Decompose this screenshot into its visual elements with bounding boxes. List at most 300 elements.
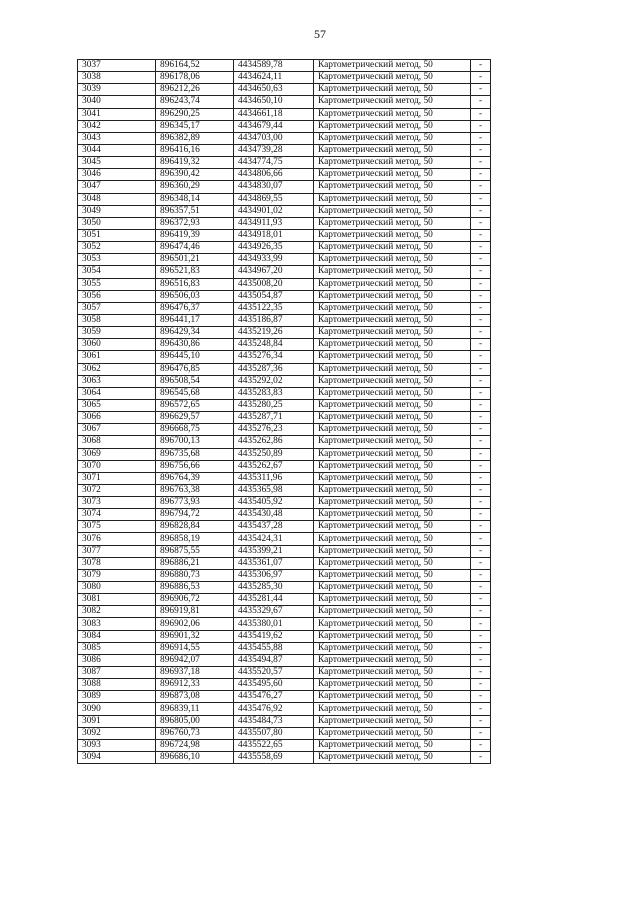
table-row: [78, 387, 491, 399]
table-row: [78, 363, 491, 375]
x-coordinate-cell: 896873,08: [156, 691, 234, 703]
method-cell: Картометрический метод, 50: [314, 448, 471, 460]
method-cell: Картометрический метод, 50: [314, 363, 471, 375]
point-number-cell: 3043: [78, 132, 156, 144]
x-coordinate-cell: 896474,46: [156, 242, 234, 254]
description-cell: -: [471, 120, 491, 132]
method-cell: Картометрический метод, 50: [314, 254, 471, 266]
y-coordinate-cell: 4434806,66: [234, 169, 314, 181]
point-number-cell: 3057: [78, 302, 156, 314]
method-cell: Картометрический метод, 50: [314, 594, 471, 606]
table-row: [78, 266, 491, 278]
description-cell: -: [471, 254, 491, 266]
method-cell: Картометрический метод, 50: [314, 193, 471, 205]
method-cell: Картометрический метод, 50: [314, 582, 471, 594]
method-cell: Картометрический метод, 50: [314, 302, 471, 314]
method-cell: Картометрический метод, 50: [314, 96, 471, 108]
description-cell: -: [471, 484, 491, 496]
point-number-cell: 3084: [78, 630, 156, 642]
description-cell: -: [471, 278, 491, 290]
point-number-cell: 3088: [78, 679, 156, 691]
description-cell: -: [471, 181, 491, 193]
point-number-cell: 3086: [78, 654, 156, 666]
point-number-cell: 3048: [78, 193, 156, 205]
y-coordinate-cell: 4435419,62: [234, 630, 314, 642]
table-row: [78, 327, 491, 339]
point-number-cell: 3083: [78, 618, 156, 630]
y-coordinate-cell: 4435306,97: [234, 569, 314, 581]
table-row: [78, 72, 491, 84]
description-cell: -: [471, 727, 491, 739]
point-number-cell: 3050: [78, 217, 156, 229]
y-coordinate-cell: 4435380,01: [234, 618, 314, 630]
description-cell: -: [471, 472, 491, 484]
x-coordinate-cell: 896516,83: [156, 278, 234, 290]
table-row: [78, 120, 491, 132]
point-number-cell: 3078: [78, 557, 156, 569]
method-cell: Картометрический метод, 50: [314, 727, 471, 739]
table-row: [78, 533, 491, 545]
y-coordinate-cell: 4435186,87: [234, 314, 314, 326]
y-coordinate-cell: 4435558,69: [234, 752, 314, 764]
y-coordinate-cell: 4435520,57: [234, 667, 314, 679]
description-cell: -: [471, 703, 491, 715]
x-coordinate-cell: 896700,13: [156, 436, 234, 448]
y-coordinate-cell: 4435430,48: [234, 509, 314, 521]
table-row: [78, 314, 491, 326]
point-number-cell: 3065: [78, 399, 156, 411]
table-row: [78, 460, 491, 472]
point-number-cell: 3053: [78, 254, 156, 266]
y-coordinate-cell: 4434739,28: [234, 144, 314, 156]
method-cell: Картометрический метод, 50: [314, 169, 471, 181]
method-cell: Картометрический метод, 50: [314, 667, 471, 679]
x-coordinate-cell: 896476,85: [156, 363, 234, 375]
table-row: [78, 278, 491, 290]
method-cell: Картометрический метод, 50: [314, 569, 471, 581]
x-coordinate-cell: 896430,86: [156, 339, 234, 351]
method-cell: Картометрический метод, 50: [314, 484, 471, 496]
y-coordinate-cell: 4435507,80: [234, 727, 314, 739]
x-coordinate-cell: 896572,65: [156, 399, 234, 411]
method-cell: Картометрический метод, 50: [314, 509, 471, 521]
method-cell: Картометрический метод, 50: [314, 60, 471, 72]
description-cell: -: [471, 618, 491, 630]
x-coordinate-cell: 896914,55: [156, 642, 234, 654]
x-coordinate-cell: 896429,34: [156, 327, 234, 339]
y-coordinate-cell: 4434774,75: [234, 157, 314, 169]
method-cell: Картометрический метод, 50: [314, 120, 471, 132]
description-cell: -: [471, 205, 491, 217]
method-cell: Картометрический метод, 50: [314, 181, 471, 193]
description-cell: -: [471, 582, 491, 594]
y-coordinate-cell: 4434926,35: [234, 242, 314, 254]
x-coordinate-cell: 896763,38: [156, 484, 234, 496]
method-cell: Картометрический метод, 50: [314, 375, 471, 387]
x-coordinate-cell: 896756,66: [156, 460, 234, 472]
point-number-cell: 3066: [78, 412, 156, 424]
x-coordinate-cell: 896441,17: [156, 314, 234, 326]
table-row: [78, 84, 491, 96]
x-coordinate-cell: 896828,84: [156, 521, 234, 533]
x-coordinate-cell: 896858,19: [156, 533, 234, 545]
x-coordinate-cell: 896942,07: [156, 654, 234, 666]
point-number-cell: 3081: [78, 594, 156, 606]
point-number-cell: 3056: [78, 290, 156, 302]
y-coordinate-cell: 4435365,98: [234, 484, 314, 496]
y-coordinate-cell: 4435219,26: [234, 327, 314, 339]
method-cell: Картометрический метод, 50: [314, 314, 471, 326]
table-row: [78, 448, 491, 460]
point-number-cell: 3073: [78, 497, 156, 509]
x-coordinate-cell: 896419,32: [156, 157, 234, 169]
y-coordinate-cell: 4435287,36: [234, 363, 314, 375]
description-cell: -: [471, 266, 491, 278]
y-coordinate-cell: 4435484,73: [234, 715, 314, 727]
x-coordinate-cell: 896545,68: [156, 387, 234, 399]
point-number-cell: 3042: [78, 120, 156, 132]
description-cell: -: [471, 715, 491, 727]
description-cell: -: [471, 739, 491, 751]
point-number-cell: 3080: [78, 582, 156, 594]
x-coordinate-cell: 896419,39: [156, 229, 234, 241]
description-cell: -: [471, 569, 491, 581]
table-row: [78, 424, 491, 436]
y-coordinate-cell: 4435476,92: [234, 703, 314, 715]
table-row: [78, 193, 491, 205]
method-cell: Картометрический метод, 50: [314, 351, 471, 363]
table-row: [78, 606, 491, 618]
point-number-cell: 3041: [78, 108, 156, 120]
y-coordinate-cell: 4434933,99: [234, 254, 314, 266]
y-coordinate-cell: 4435311,96: [234, 472, 314, 484]
description-cell: -: [471, 375, 491, 387]
description-cell: -: [471, 351, 491, 363]
method-cell: Картометрический метод, 50: [314, 144, 471, 156]
y-coordinate-cell: 4435276,34: [234, 351, 314, 363]
x-coordinate-cell: 896724,98: [156, 739, 234, 751]
table-row: [78, 351, 491, 363]
method-cell: Картометрический метод, 50: [314, 242, 471, 254]
page-number: 57: [314, 27, 326, 41]
x-coordinate-cell: 896445,10: [156, 351, 234, 363]
y-coordinate-cell: 4434589,78: [234, 60, 314, 72]
point-number-cell: 3087: [78, 667, 156, 679]
method-cell: Картометрический метод, 50: [314, 557, 471, 569]
x-coordinate-cell: 896937,18: [156, 667, 234, 679]
y-coordinate-cell: 4435287,71: [234, 412, 314, 424]
table-row: [78, 739, 491, 751]
y-coordinate-cell: 4435280,25: [234, 399, 314, 411]
y-coordinate-cell: 4435437,28: [234, 521, 314, 533]
y-coordinate-cell: 4435276,23: [234, 424, 314, 436]
x-coordinate-cell: 896372,93: [156, 217, 234, 229]
point-number-cell: 3074: [78, 509, 156, 521]
description-cell: -: [471, 667, 491, 679]
description-cell: -: [471, 387, 491, 399]
description-cell: -: [471, 217, 491, 229]
y-coordinate-cell: 4434869,55: [234, 193, 314, 205]
y-coordinate-cell: 4435008,20: [234, 278, 314, 290]
x-coordinate-cell: 896416,16: [156, 144, 234, 156]
x-coordinate-cell: 896773,93: [156, 497, 234, 509]
method-cell: Картометрический метод, 50: [314, 387, 471, 399]
method-cell: Картометрический метод, 50: [314, 642, 471, 654]
point-number-cell: 3044: [78, 144, 156, 156]
point-number-cell: 3060: [78, 339, 156, 351]
table-row: [78, 727, 491, 739]
point-number-cell: 3055: [78, 278, 156, 290]
table-row: [78, 217, 491, 229]
x-coordinate-cell: 896521,83: [156, 266, 234, 278]
table-row: [78, 582, 491, 594]
table-row: [78, 144, 491, 156]
y-coordinate-cell: 4435494,87: [234, 654, 314, 666]
x-coordinate-cell: 896668,75: [156, 424, 234, 436]
table-row: [78, 642, 491, 654]
table-row: [78, 436, 491, 448]
description-cell: -: [471, 630, 491, 642]
description-cell: -: [471, 108, 491, 120]
description-cell: -: [471, 654, 491, 666]
table-row: [78, 96, 491, 108]
description-cell: -: [471, 533, 491, 545]
x-coordinate-cell: 896345,17: [156, 120, 234, 132]
x-coordinate-cell: 896360,29: [156, 181, 234, 193]
x-coordinate-cell: 896476,37: [156, 302, 234, 314]
y-coordinate-cell: 4435122,35: [234, 302, 314, 314]
description-cell: -: [471, 157, 491, 169]
method-cell: Картометрический метод, 50: [314, 72, 471, 84]
x-coordinate-cell: 896357,51: [156, 205, 234, 217]
table-row: [78, 412, 491, 424]
point-number-cell: 3037: [78, 60, 156, 72]
point-number-cell: 3092: [78, 727, 156, 739]
table-row: [78, 181, 491, 193]
description-cell: -: [471, 229, 491, 241]
y-coordinate-cell: 4434650,63: [234, 84, 314, 96]
method-cell: Картометрический метод, 50: [314, 399, 471, 411]
y-coordinate-cell: 4435285,30: [234, 582, 314, 594]
table-row: [78, 339, 491, 351]
x-coordinate-cell: 896508,54: [156, 375, 234, 387]
y-coordinate-cell: 4434967,20: [234, 266, 314, 278]
description-cell: -: [471, 169, 491, 181]
table-row: [78, 157, 491, 169]
x-coordinate-cell: 896912,33: [156, 679, 234, 691]
table-row: [78, 302, 491, 314]
coordinates-table: [77, 59, 491, 764]
point-number-cell: 3079: [78, 569, 156, 581]
point-number-cell: 3063: [78, 375, 156, 387]
y-coordinate-cell: 4435329,67: [234, 606, 314, 618]
x-coordinate-cell: 896902,06: [156, 618, 234, 630]
y-coordinate-cell: 4435361,07: [234, 557, 314, 569]
method-cell: Картометрический метод, 50: [314, 266, 471, 278]
table-row: [78, 484, 491, 496]
method-cell: Картометрический метод, 50: [314, 157, 471, 169]
y-coordinate-cell: 4434624,11: [234, 72, 314, 84]
method-cell: Картометрический метод, 50: [314, 460, 471, 472]
y-coordinate-cell: 4434911,93: [234, 217, 314, 229]
x-coordinate-cell: 896886,53: [156, 582, 234, 594]
x-coordinate-cell: 896805,00: [156, 715, 234, 727]
point-number-cell: 3058: [78, 314, 156, 326]
method-cell: Картометрический метод, 50: [314, 691, 471, 703]
point-number-cell: 3075: [78, 521, 156, 533]
table-row: [78, 229, 491, 241]
x-coordinate-cell: 896212,26: [156, 84, 234, 96]
description-cell: -: [471, 84, 491, 96]
point-number-cell: 3049: [78, 205, 156, 217]
description-cell: -: [471, 642, 491, 654]
method-cell: Картометрический метод, 50: [314, 606, 471, 618]
table-row: [78, 242, 491, 254]
method-cell: Картометрический метод, 50: [314, 703, 471, 715]
table-row: [78, 497, 491, 509]
x-coordinate-cell: 896686,10: [156, 752, 234, 764]
description-cell: -: [471, 132, 491, 144]
y-coordinate-cell: 4435262,86: [234, 436, 314, 448]
point-number-cell: 3082: [78, 606, 156, 618]
table-row: [78, 509, 491, 521]
point-number-cell: 3094: [78, 752, 156, 764]
y-coordinate-cell: 4434918,01: [234, 229, 314, 241]
x-coordinate-cell: 896629,57: [156, 412, 234, 424]
method-cell: Картометрический метод, 50: [314, 715, 471, 727]
point-number-cell: 3069: [78, 448, 156, 460]
table-row: [78, 715, 491, 727]
point-number-cell: 3046: [78, 169, 156, 181]
x-coordinate-cell: 896875,55: [156, 545, 234, 557]
method-cell: Картометрический метод, 50: [314, 521, 471, 533]
method-cell: Картометрический метод, 50: [314, 752, 471, 764]
table-row: [78, 60, 491, 72]
y-coordinate-cell: 4435424,31: [234, 533, 314, 545]
point-number-cell: 3093: [78, 739, 156, 751]
description-cell: -: [471, 521, 491, 533]
x-coordinate-cell: 896901,32: [156, 630, 234, 642]
point-number-cell: 3052: [78, 242, 156, 254]
method-cell: Картометрический метод, 50: [314, 108, 471, 120]
description-cell: -: [471, 436, 491, 448]
description-cell: -: [471, 363, 491, 375]
point-number-cell: 3064: [78, 387, 156, 399]
point-number-cell: 3062: [78, 363, 156, 375]
x-coordinate-cell: 896886,21: [156, 557, 234, 569]
point-number-cell: 3054: [78, 266, 156, 278]
description-cell: -: [471, 302, 491, 314]
description-cell: -: [471, 327, 491, 339]
method-cell: Картометрический метод, 50: [314, 739, 471, 751]
description-cell: -: [471, 691, 491, 703]
y-coordinate-cell: 4434661,18: [234, 108, 314, 120]
method-cell: Картометрический метод, 50: [314, 436, 471, 448]
point-number-cell: 3068: [78, 436, 156, 448]
description-cell: -: [471, 424, 491, 436]
description-cell: -: [471, 545, 491, 557]
y-coordinate-cell: 4435283,83: [234, 387, 314, 399]
point-number-cell: 3090: [78, 703, 156, 715]
description-cell: -: [471, 606, 491, 618]
description-cell: -: [471, 399, 491, 411]
x-coordinate-cell: 896919,81: [156, 606, 234, 618]
point-number-cell: 3040: [78, 96, 156, 108]
table-row: [78, 618, 491, 630]
point-number-cell: 3038: [78, 72, 156, 84]
description-cell: -: [471, 193, 491, 205]
description-cell: -: [471, 60, 491, 72]
x-coordinate-cell: 896760,73: [156, 727, 234, 739]
x-coordinate-cell: 896290,25: [156, 108, 234, 120]
table-row: [78, 472, 491, 484]
table-row: [78, 691, 491, 703]
point-number-cell: 3067: [78, 424, 156, 436]
description-cell: -: [471, 679, 491, 691]
table-row: [78, 375, 491, 387]
x-coordinate-cell: 896348,14: [156, 193, 234, 205]
table-row: [78, 545, 491, 557]
method-cell: Картометрический метод, 50: [314, 205, 471, 217]
x-coordinate-cell: 896735,68: [156, 448, 234, 460]
method-cell: Картометрический метод, 50: [314, 84, 471, 96]
y-coordinate-cell: 4435455,88: [234, 642, 314, 654]
y-coordinate-cell: 4434703,00: [234, 132, 314, 144]
description-cell: -: [471, 557, 491, 569]
x-coordinate-cell: 896382,89: [156, 132, 234, 144]
point-number-cell: 3077: [78, 545, 156, 557]
description-cell: -: [471, 144, 491, 156]
y-coordinate-cell: 4435522,65: [234, 739, 314, 751]
y-coordinate-cell: 4434901,02: [234, 205, 314, 217]
x-coordinate-cell: 896501,21: [156, 254, 234, 266]
x-coordinate-cell: 896839,11: [156, 703, 234, 715]
description-cell: -: [471, 96, 491, 108]
table-row: [78, 132, 491, 144]
y-coordinate-cell: 4435281,44: [234, 594, 314, 606]
x-coordinate-cell: 896506,03: [156, 290, 234, 302]
x-coordinate-cell: 896243,74: [156, 96, 234, 108]
method-cell: Картометрический метод, 50: [314, 630, 471, 642]
table-row: [78, 169, 491, 181]
method-cell: Картометрический метод, 50: [314, 278, 471, 290]
table-row: [78, 654, 491, 666]
x-coordinate-cell: 896390,42: [156, 169, 234, 181]
description-cell: -: [471, 594, 491, 606]
table-row: [78, 290, 491, 302]
y-coordinate-cell: 4435495,60: [234, 679, 314, 691]
description-cell: -: [471, 314, 491, 326]
table-row: [78, 679, 491, 691]
x-coordinate-cell: 896764,39: [156, 472, 234, 484]
point-number-cell: 3059: [78, 327, 156, 339]
y-coordinate-cell: 4435476,27: [234, 691, 314, 703]
method-cell: Картометрический метод, 50: [314, 497, 471, 509]
x-coordinate-cell: 896794,72: [156, 509, 234, 521]
point-number-cell: 3072: [78, 484, 156, 496]
table-row: [78, 108, 491, 120]
method-cell: Картометрический метод, 50: [314, 290, 471, 302]
table-row: [78, 399, 491, 411]
point-number-cell: 3076: [78, 533, 156, 545]
description-cell: -: [471, 509, 491, 521]
method-cell: Картометрический метод, 50: [314, 533, 471, 545]
description-cell: -: [471, 448, 491, 460]
y-coordinate-cell: 4435054,87: [234, 290, 314, 302]
point-number-cell: 3047: [78, 181, 156, 193]
table-row: [78, 752, 491, 764]
method-cell: Картометрический метод, 50: [314, 654, 471, 666]
